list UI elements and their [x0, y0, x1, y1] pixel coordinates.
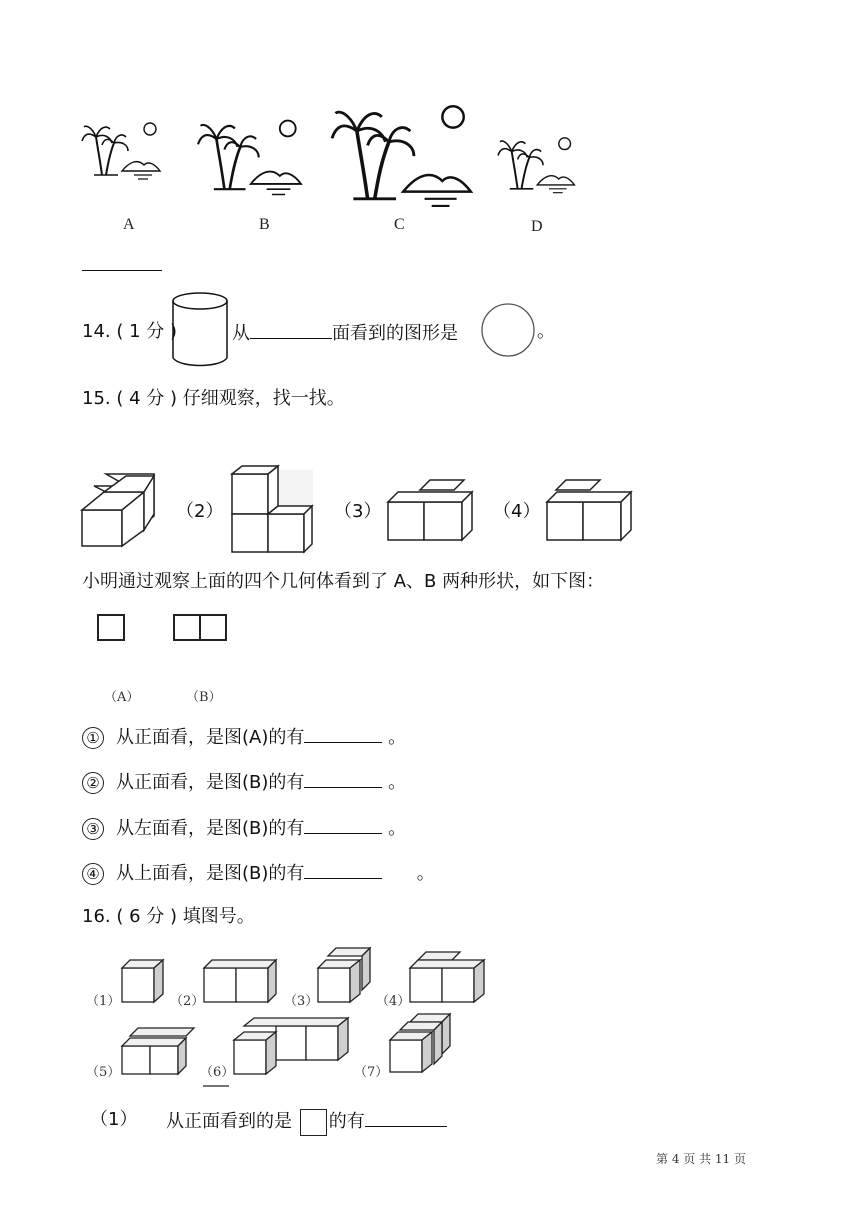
q15-item-4: ④ 从上面看，是图(B)的有 。: [82, 860, 435, 886]
q15-item-3: ③ 从左面看，是图(B)的有 。: [82, 815, 406, 841]
q15-item-1: ① 从正面看，是图(A)的有 。: [82, 724, 406, 750]
cube-label-1: （1）: [86, 994, 121, 1009]
shape-label-b: （B）: [186, 690, 222, 705]
scene-label-a: A: [123, 216, 135, 233]
cube-fig-5: [122, 1028, 194, 1074]
cube-fig-3: [318, 948, 370, 1002]
cube-fig-1: [122, 960, 163, 1002]
cube-label-7: （7）: [354, 1065, 389, 1080]
shape-label-a: （A）: [104, 690, 140, 705]
q15-item-2: ② 从正面看，是图(B)的有 。: [82, 769, 406, 795]
cube-label-5: （5）: [86, 1065, 121, 1080]
cube-label-6: （6）: [200, 1065, 235, 1080]
cube-fig-4: [410, 952, 484, 1002]
page-footer: 第 4 页 共 11 页: [656, 1152, 746, 1166]
q16-sub1: 从正面看到的是 的有: [166, 1108, 447, 1136]
q14-question: 从 面看到的图形是: [232, 320, 458, 346]
q16-heading: 16. ( 6 分 ) 填图号。: [82, 906, 255, 927]
cube-fig-6: [234, 1018, 348, 1074]
square-shape-icon: [300, 1109, 327, 1136]
scene-label-d: D: [531, 218, 543, 235]
cube-label-3: （3）: [284, 994, 319, 1009]
solid-label-3: （3）: [334, 501, 382, 522]
scene-label-c: C: [394, 216, 405, 233]
q14-number: 14. ( 1 分 ): [82, 321, 178, 342]
q16-sub1-blank[interactable]: [365, 1108, 447, 1127]
q16-sub1-label: （1）: [90, 1109, 138, 1130]
scene-label-b: B: [259, 216, 270, 233]
cube-fig-7: [390, 1014, 450, 1072]
solid-label-4: （4）: [493, 501, 541, 522]
cube-label-2: （2）: [170, 994, 205, 1009]
q15-heading: 15. ( 4 分 ) 仔细观察，找一找。: [82, 388, 345, 409]
q14-end: 。: [537, 321, 555, 342]
cube-fig-2: [204, 960, 276, 1002]
q15-observation: 小明通过观察上面的四个几何体看到了 A、B 两种形状，如下图：: [82, 571, 605, 592]
cube-label-4: （4）: [376, 994, 411, 1009]
solid-label-2: （2）: [176, 501, 224, 522]
